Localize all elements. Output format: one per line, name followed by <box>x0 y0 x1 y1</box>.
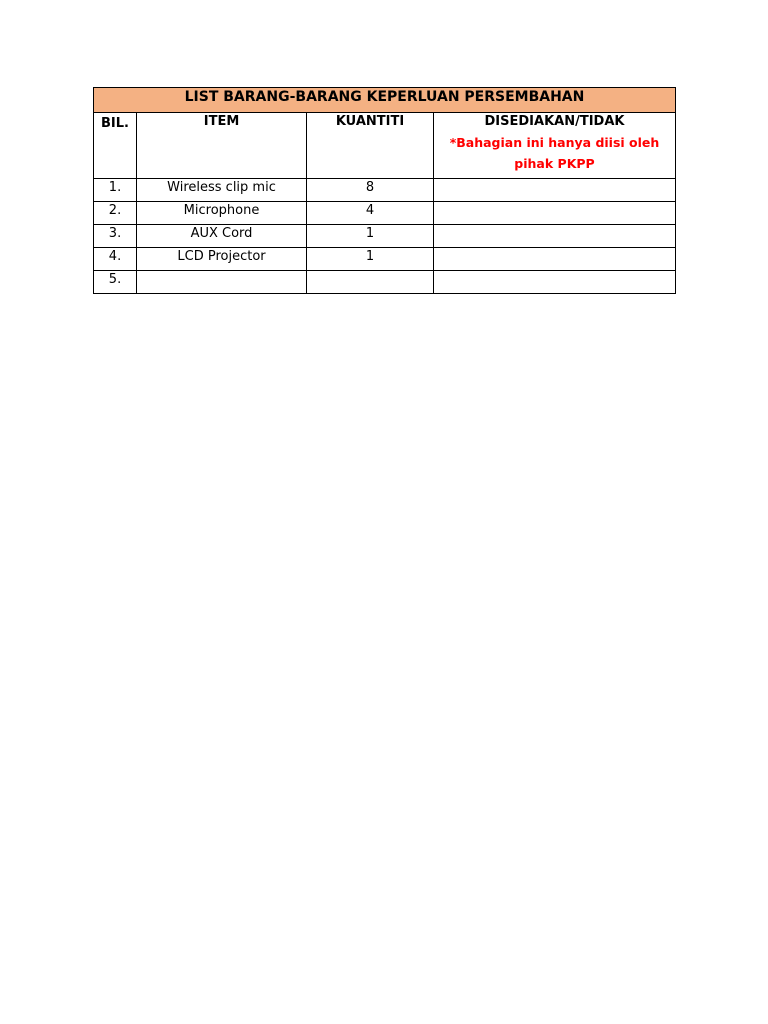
table-row <box>94 271 676 294</box>
cell-bil: 3. <box>94 225 137 248</box>
cell-kuantiti: 1 <box>307 248 434 271</box>
equipment-list-table <box>93 87 676 294</box>
cell-item: LCD Projector <box>137 248 307 271</box>
cell-disediakan <box>434 271 676 294</box>
cell-item: Wireless clip mic <box>137 179 307 202</box>
table-row <box>94 202 676 225</box>
cell-disediakan <box>434 248 676 271</box>
table-row <box>94 248 676 271</box>
cell-bil: 4. <box>94 248 137 271</box>
cell-bil: 5. <box>94 271 137 294</box>
header-disediakan-label: DISEDIAKAN/TIDAK <box>484 114 625 129</box>
table-title: LIST BARANG-BARANG KEPERLUAN PERSEMBAHAN <box>94 88 676 113</box>
cell-item: AUX Cord <box>137 225 307 248</box>
cell-bil: 1. <box>94 179 137 202</box>
cell-bil: 2. <box>94 202 137 225</box>
header-kuantiti: KUANTITI <box>307 113 434 179</box>
header-bil: BIL. <box>94 113 137 179</box>
cell-disediakan <box>434 179 676 202</box>
cell-disediakan <box>434 225 676 248</box>
cell-kuantiti: 8 <box>307 179 434 202</box>
header-disediakan <box>434 113 676 179</box>
table-row <box>94 179 676 202</box>
cell-disediakan <box>434 202 676 225</box>
cell-kuantiti: 1 <box>307 225 434 248</box>
header-note: *Bahagian ini hanya diisi oleh pihak PKPP <box>449 135 660 171</box>
header-item: ITEM <box>137 113 307 179</box>
cell-kuantiti: 4 <box>307 202 434 225</box>
table-title-row <box>94 88 676 113</box>
cell-kuantiti <box>307 271 434 294</box>
table-header-row <box>94 113 676 179</box>
cell-item: Microphone <box>137 202 307 225</box>
cell-item <box>137 271 307 294</box>
table-row <box>94 225 676 248</box>
